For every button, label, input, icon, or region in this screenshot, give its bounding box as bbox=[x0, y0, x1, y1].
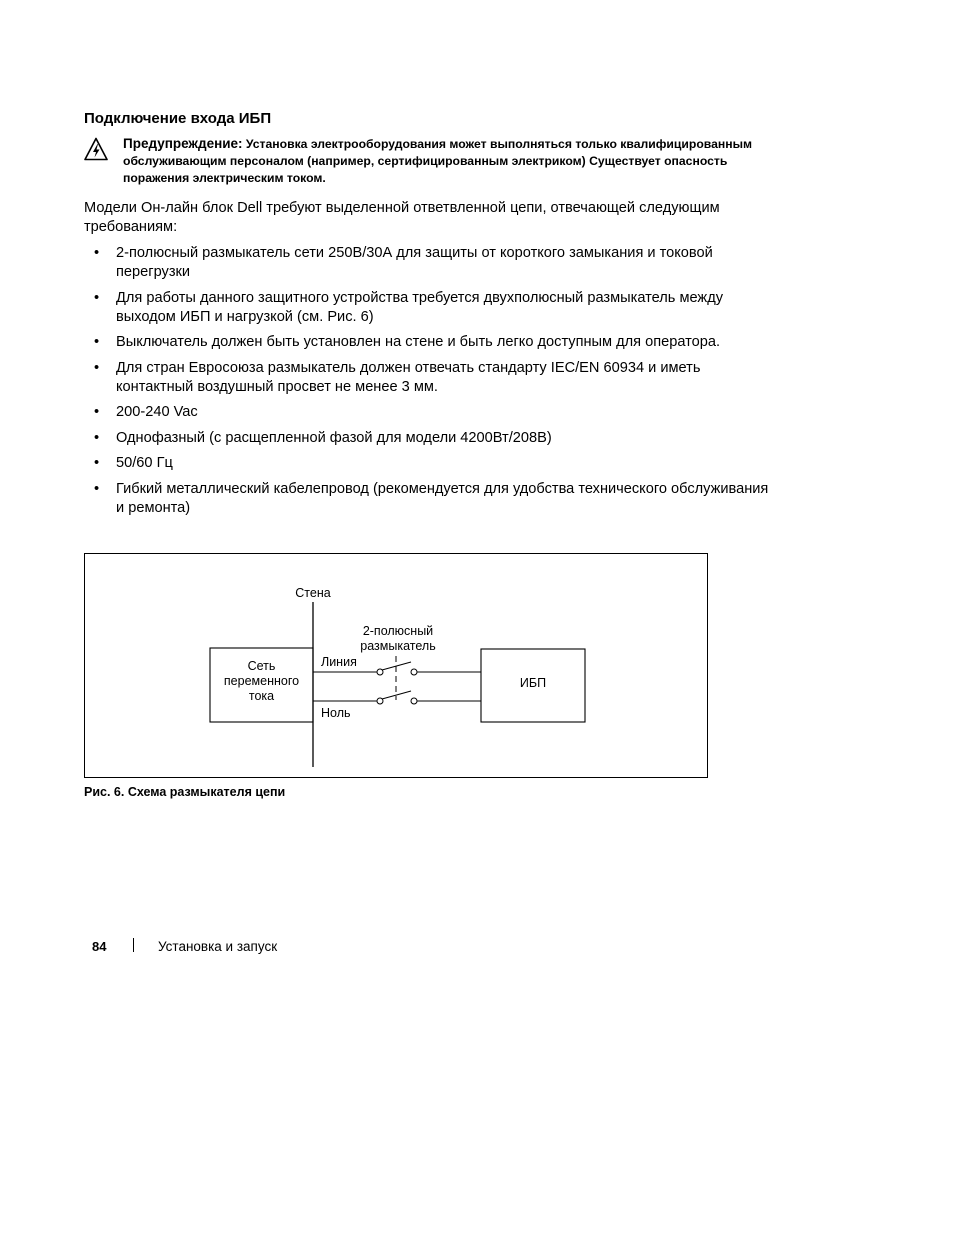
list-item: • 50/60 Гц bbox=[94, 455, 173, 471]
footer-section-title: Установка и запуск bbox=[158, 939, 278, 954]
bullet-icon: • bbox=[94, 359, 100, 376]
list-item: • Гибкий металлический кабелепровод (рекомендуется для удобства технического обслуживания и ремонта) bbox=[94, 480, 769, 516]
bullet-icon: • bbox=[94, 289, 100, 306]
warning-label: Предупреждение: bbox=[123, 136, 243, 151]
bullet-icon: • bbox=[94, 455, 100, 471]
list-item: • Однофазный (с расщепленной фазой для модели 4200Вт/208В) bbox=[94, 429, 552, 446]
ac-source-label-line3: тока bbox=[248, 689, 275, 703]
section-title: Подключение входа ИБП bbox=[84, 110, 272, 127]
list-item: • Выключатель должен быть установлен на стене и быть легко доступным для оператора. bbox=[94, 334, 721, 350]
ac-source-label-line2: переменного bbox=[223, 674, 300, 688]
intro-paragraph: Модели Он-лайн блок Dell требуют выделенной ответвленной цепи, отвечающей следующим требованиям: bbox=[84, 200, 720, 235]
ac-source-label-line1: Сеть bbox=[247, 659, 276, 673]
bullet-icon: • bbox=[94, 245, 100, 261]
diagram-drawing bbox=[85, 554, 709, 779]
bullet-icon: • bbox=[94, 480, 100, 497]
bullet-icon: • bbox=[94, 334, 100, 350]
line-label: Линия bbox=[321, 655, 357, 669]
warning-body: Установка электрооборудования может выполняться только квалифицированным обслуживающим персоналом (например, сертифицированным электриком) Существует опасность поражения электрическим током. bbox=[123, 137, 753, 185]
ups-label: ИБП bbox=[519, 676, 547, 690]
bullet-icon: • bbox=[94, 404, 100, 420]
list-item: • Для работы данного защитного устройства требуется двухполюсный размыкатель между выходом ИБП и нагрузкой (см. Рис. 6) bbox=[94, 289, 723, 325]
list-item: • 200-240 Vac bbox=[94, 404, 198, 420]
bullet-icon: • bbox=[94, 429, 100, 446]
footer-divider bbox=[133, 938, 134, 952]
list-item: • 2-полюсный размыкатель сети 250В/30А для защиты от короткого замыкания и токовой перегрузки bbox=[94, 245, 713, 280]
warning-text bbox=[123, 135, 753, 187]
warning-triangle-icon bbox=[84, 137, 108, 161]
neutral-label: Ноль bbox=[321, 706, 351, 720]
wall-label: Стена bbox=[295, 586, 331, 600]
breaker-label-line1: 2-полюсный bbox=[362, 624, 434, 638]
switch-contact bbox=[411, 698, 417, 704]
page-number: 84 bbox=[92, 939, 107, 954]
list-item: • Для стран Евросоюза размыкатель должен отвечать стандарту IEC/EN 60934 и иметь контактный воздушный просвет не менее 3 мм. bbox=[94, 359, 701, 395]
breaker-label-line2: размыкатель bbox=[360, 639, 436, 653]
figure-caption: Рис. 6. Схема размыкателя цепи bbox=[84, 785, 286, 799]
circuit-breaker-diagram bbox=[84, 553, 708, 778]
requirements-list bbox=[84, 244, 774, 524]
switch-contact bbox=[411, 669, 417, 675]
